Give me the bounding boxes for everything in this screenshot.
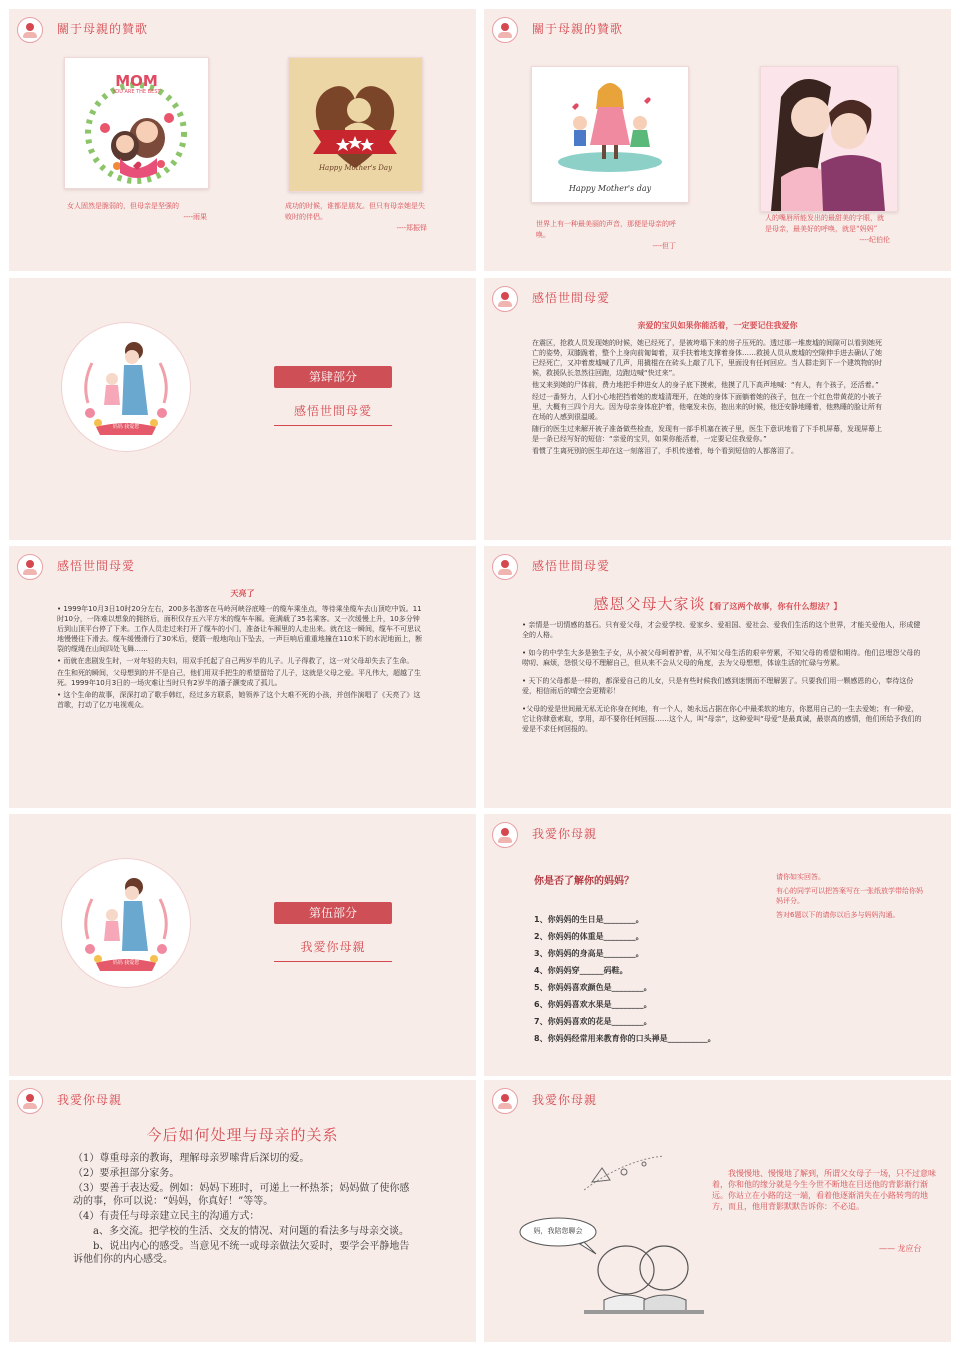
slide-5[interactable]: [9, 546, 476, 808]
happy-mothers-day-text: Happy Mother's Day: [318, 164, 393, 172]
quiz-question: 你是否了解你的妈妈？: [534, 876, 634, 887]
mother-daughter-portrait: [760, 66, 898, 212]
slide-header: 關于母親的贊歌: [57, 22, 149, 36]
quote-author: ----雨果: [183, 213, 207, 221]
relationship-line: b、说出内心的感受。当意见不统一或母亲做法欠妥时，要学会平静地告诉他们你的内心感受。: [73, 1241, 410, 1265]
section-title: 感悟世間母愛: [293, 404, 372, 418]
slide-header: 我愛你母親: [57, 1093, 123, 1107]
section-label-box: 第伍部分: [274, 902, 392, 924]
mother-child-logo-icon: [492, 554, 518, 580]
quote-author: ----但丁: [652, 242, 676, 250]
happy-mothers-day-text: Happy Mother's day: [568, 184, 652, 193]
quiz-item: 8、你妈妈经常用来教育你的口头禅是__________。: [534, 1034, 716, 1043]
slide-header: 我愛你母親: [532, 1093, 598, 1107]
quote-text: 成功的时候，谁都是朋友。但只有母亲她是失败时的伴侣。: [285, 202, 425, 221]
quiz-item: 2、你妈妈的体重是________。: [534, 932, 644, 941]
story-paragraph: 随行的医生过来解开被子准备做些检查，发现有一部手机塞在被子里，医生下意识地看了下手机屏幕，发现屏幕上是一条已经写好的短信：“亲爱的宝贝，如果你能活着，一定要记住我爱你。”: [532, 425, 882, 443]
quote-author: ----纪伯伦: [859, 236, 890, 244]
discussion-subtitle: 【看了这两个故事，你有什么想法？】: [705, 601, 842, 611]
mother-child-logo-icon: [17, 1088, 43, 1114]
slide-header: 感悟世間母愛: [57, 559, 136, 573]
story-paragraph: 在生和死的瞬间，父母想到的并不是自己，他们用双手把生的希望留给了儿子，这就是父母之爱。平凡伟大，超越了生死。1999年10月3日的一场灾难让当时只有2岁半的潘子灏变成了孤儿。: [57, 669, 421, 687]
mother-child-logo-icon: [492, 286, 518, 312]
mother-child-logo-icon: [17, 554, 43, 580]
story-body: [532, 338, 884, 458]
discussion-title-main: 感恩父母大家谈: [593, 595, 706, 613]
quote-text: 女人固然是脆弱的，但母亲是坚强的: [67, 202, 179, 210]
discussion-point: • 如今的中学生大多是独生子女，从小被父母呵着护着，从不知父母生活的艰辛劳累，不知父母的希望和期待。他们总埋怨父母的唠叨、麻烦，怨恨父母不理解自己，但从来不会从父母的角度，去为父母想想，体谅生活的忙碌与劳累。: [522, 649, 921, 667]
section-illustration-circle: [61, 858, 191, 988]
relationship-line: （1）尊重母亲的教诲，理解母亲罗嗦背后深切的爱。: [73, 1153, 310, 1164]
story-paragraph: • 这个生命的故事，深深打动了歌手韩红，经过多方联系，她领养了这个大难不死的小孩，并创作演唱了《天亮了》这首歌，打动了亿万电视观众。: [57, 691, 421, 709]
mom-best-illustration: [64, 57, 209, 189]
quote-text: 人的嘴唇所能发出的最甜美的字眼，就是母亲，最美好的呼唤，就是“妈妈”: [765, 214, 884, 233]
story-paragraph: 经过一番努力，人们小心地把挡着她的废墟清理开，在她的身体下面躺着她的孩子，包在一个红色带黄花的小被子里，大概有三四个月大。因为母亲身体庇护着，他毫发未伤，抱出来的时候，他还安静地睡着，他熟睡的脸让所有在场的人感到很温暖。: [532, 393, 882, 421]
quote-gibran: [765, 213, 890, 246]
story-paragraph: 他又来到她的尸体前，费力地把手伸进女人的身子底下摸索，他摸了几下高声地喊：“有人，有个孩子，还活着。”: [532, 381, 879, 389]
story-paragraph: • 而就在悲剧发生时，一对年轻的夫妇，用双手托起了自己两岁半的儿子。儿子得救了，这一对父母却失去了生命。: [57, 657, 414, 665]
section-divider: [274, 425, 392, 426]
quiz-item: 3、你妈妈的身高是________。: [534, 949, 644, 958]
quote-dante: [536, 219, 676, 252]
mom-subtext: YOU ARE THE BEST: [112, 89, 161, 95]
quiz-note: 请你如实回答。: [776, 873, 825, 881]
slide-7-section[interactable]: [9, 814, 476, 1076]
section-illustration-circle: [61, 322, 191, 452]
quiz-item: 6、你妈妈喜欢水果是________。: [534, 1000, 652, 1009]
slide-header: 感悟世間母愛: [532, 291, 611, 305]
discussion-point: • 天下的父母都是一样的，都深爱自己的儿女，只是有些时候我们感到迷惘而不理解罢了。只要我们用一颗感恩的心，奉待这份爱，相信雨后的晴空会更精彩！: [522, 677, 914, 695]
slide-9[interactable]: [9, 1080, 476, 1342]
story-paragraph: 在震区，抢救人员发现她的时候，她已经死了，是被垮塌下来的房子压死的。透过那一堆废墟的间隙可以看到她死亡的姿势，双膝跪着，整个上身向前匍匐着，双手扶着地支撑着身体……救援人员从废墟的空隙伸手进去确认了她已经死亡，又冲着废墟喊了几声，用撬棍在在砖头上敲了几下，里面没有任何回应。当人群走到下一个建筑物的时候，救援队长忽然往回跑，边跑边喊“快过来”。: [532, 339, 882, 377]
discussion-point: • 亲情是一切情感的基石。只有爱父母，才会爱学校、爱家乡、爱祖国、爱社会、爱我们生活的这个世界，才能关爱他人，形成健全的人格。: [522, 621, 921, 639]
slide-1[interactable]: [9, 9, 476, 271]
section-title: 我愛你母親: [300, 940, 366, 954]
slide-2[interactable]: [484, 9, 951, 271]
relationship-line: a、多交流。把学校的生活、交友的情况、对问题的看法多与母亲交谈。: [93, 1226, 409, 1237]
story-body: [57, 604, 425, 712]
quote-text: 世界上有一种最美丽的声音，那便是母亲的呼唤。: [536, 220, 676, 239]
poem-author: —— 龙应台: [879, 1244, 922, 1253]
quote-hugo: [67, 201, 207, 223]
quiz-item: 5、你妈妈喜欢颜色是________。: [534, 983, 652, 992]
story-paragraph: 看惯了生离死别的医生却在这一刻落泪了，手机传递着，每个看到短信的人都落泪了。: [532, 447, 798, 455]
mother-child-logo-icon: [17, 17, 43, 43]
quiz-item: 1、你妈妈的生日是________。: [534, 915, 644, 924]
mother-child-logo-icon: [492, 1088, 518, 1114]
slide-6[interactable]: [484, 546, 951, 808]
story-paragraph: • 1999年10月3日10时20分左右，200多名游客在马岭河峡谷底唯一的缆车乘坐点，等待乘坐缆车去山顶吃中饭。11时10分，一阵难以想象的拥挤后，面积仅存五六平方米的缆车车厢。竟满载了35名乘客。又一次缓慢上升，10多分钟后到山顶平台停了下来。工作人员走过来打开了缆车的小门，准备让车厢里的人走出来。就在这一瞬间，缆车不可思议地慢慢往下滑去。缆车缓慢滑行了30米后，便箭一般地向山下坠去，一声巨响后重重地撞在110米下的水泥地面上，断裂的缆绳在山间四处飞舞……: [57, 605, 423, 653]
section-badge: 妈妈 我爱您: [112, 424, 140, 430]
relationship-line: （4）有责任与母亲建立民主的沟通方式：: [73, 1211, 260, 1222]
story-title: 亲爱的宝贝如果你能活着，一定要记住我爱你: [637, 321, 798, 330]
quote-author: ----郑振铎: [396, 224, 427, 232]
slide-4[interactable]: [484, 278, 951, 540]
poem-text: 我慢慢地、慢慢地了解到，所谓父女母子一场，只不过意味着，你和他的缘分就是今生今世不断地在目送他的背影渐行渐远。你站立在小路的这一端，看着他逐渐消失在小路转弯的地方，而且，他用背影默默告诉你：不必追。: [712, 1169, 936, 1211]
mother-child-logo-icon: [492, 822, 518, 848]
slide-10[interactable]: [484, 1080, 951, 1342]
quiz-item: 4、你妈妈穿______码鞋。: [534, 966, 628, 975]
mother-kids-illustration: [531, 66, 689, 203]
section-badge: 妈妈 我爱您: [112, 960, 140, 966]
quiz-note: 有心的同学可以把答案写在一张纸放学带给你妈妈评分。: [776, 887, 923, 905]
slide-3-section[interactable]: [9, 278, 476, 540]
speech-bubble-text: 妈，我陪您聊会: [533, 1227, 583, 1235]
mother-child-logo-icon: [492, 17, 518, 43]
discussion-body: [522, 620, 922, 736]
relationship-line: （3）要善于表达爱。例如：妈妈下班时，可递上一杯热茶；妈妈做了使你感动的事，你可以说：“妈妈，你真好！”等等。: [73, 1183, 410, 1207]
quiz-item: 7、你妈妈喜欢的花是________。: [534, 1017, 652, 1026]
discussion-point: •父母的爱是世间最无私无论你身在何地，有一个人，她永远占据在你心中最柔软的地方，你愿用自己的一生去爱她；有一种爱，它让你肆意索取，享用，却不要你任何回报……这个人，叫“母亲”，这种爱叫“母爱”是最真诚，最崇高的感情，他们所给予我们的爱是不求任何回报的。: [522, 705, 922, 733]
slide-header: 我愛你母親: [532, 827, 598, 841]
relationship-line: （2）要承担部分家务。: [73, 1168, 180, 1179]
section-label-box: 第肆部分: [274, 366, 392, 388]
slide-8[interactable]: [484, 814, 951, 1076]
section-divider: [274, 961, 392, 962]
relationship-body: [73, 1152, 413, 1268]
mothers-day-heart-illustration: [288, 57, 423, 192]
quote-zheng: [285, 201, 427, 234]
story-title: 天亮了: [230, 589, 255, 598]
mom-text: MOM: [115, 72, 158, 90]
discussion-title: [484, 593, 951, 614]
slide-header: 關于母親的贊歌: [532, 22, 624, 36]
relationship-title: 今后如何处理与母亲的关系: [146, 1126, 339, 1144]
quiz-note: 答对6题以下的请你以后多与妈妈沟通。: [776, 911, 900, 919]
slide-header: 感悟世間母愛: [532, 559, 611, 573]
quiz-list: [534, 914, 716, 1050]
quiz-notes: [776, 872, 926, 924]
